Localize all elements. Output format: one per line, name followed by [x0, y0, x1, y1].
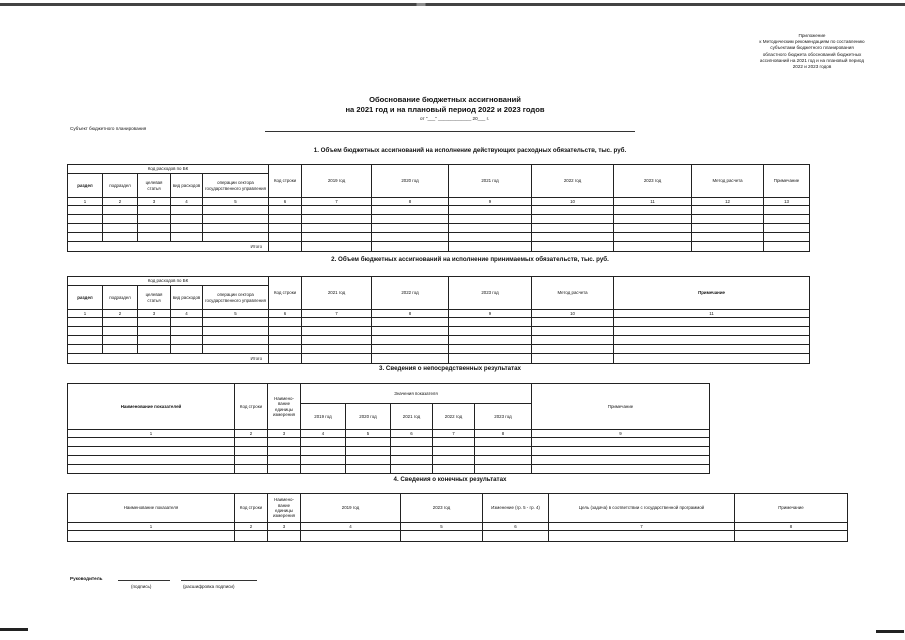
col-header: 2022 год	[532, 165, 614, 198]
col-number: 5	[401, 523, 483, 531]
col-number: 3	[138, 310, 171, 318]
section2-table	[67, 276, 810, 364]
col-number: 1	[68, 198, 103, 206]
col-number: 7	[302, 310, 372, 318]
section4-title: 4. Сведения о конечных результатах	[393, 476, 507, 483]
bk-header: Код расходов по БК	[68, 277, 269, 286]
col-number: 8	[475, 430, 532, 438]
appendix-line: к Методическим рекомендациям по составлению	[759, 39, 865, 45]
col-number: 11	[614, 310, 810, 318]
year-header: 2022 год	[433, 404, 475, 430]
year-header: 2020 год	[346, 404, 391, 430]
col-number: 10	[532, 198, 614, 206]
col-number: 1	[68, 310, 103, 318]
table-row	[68, 531, 848, 542]
col-number: 12	[692, 198, 764, 206]
sub-header: раздел	[68, 286, 103, 310]
year-header: 2019 год	[301, 404, 346, 430]
col-number: 2	[103, 310, 138, 318]
name-col-header: Наименование показателей	[68, 384, 235, 430]
appendix-note	[742, 33, 882, 70]
col-number: 9	[532, 430, 710, 438]
col-number: 9	[449, 198, 532, 206]
col-number: 11	[614, 198, 692, 206]
col-number: 9	[449, 310, 532, 318]
sub-header: операции сектора государственного управления	[203, 174, 269, 198]
table-row	[68, 447, 710, 456]
head-label: Руководитель	[70, 576, 103, 581]
col-number: 4	[301, 430, 346, 438]
col-number: 1	[68, 430, 235, 438]
col-header: 2021 год	[302, 277, 372, 310]
subject-label: Субъект бюджетного планирования	[70, 126, 147, 131]
col-number: 5	[203, 310, 269, 318]
col-number: 8	[372, 310, 449, 318]
col-number: 6	[269, 198, 302, 206]
decoding-line	[181, 580, 257, 581]
table-row	[68, 438, 710, 447]
note-col-header: Примечание	[735, 494, 848, 523]
col-number: 4	[301, 523, 401, 531]
section1-table	[67, 164, 810, 252]
year-header: 2023 год	[401, 494, 483, 523]
table-row	[68, 345, 810, 354]
name-col-header: Наименование показателя	[68, 494, 235, 523]
col-number: 7	[549, 523, 735, 531]
table-row	[68, 206, 810, 215]
unit-col-header: Наимено-вание единицы измерения	[268, 494, 301, 523]
table-row	[68, 336, 810, 345]
total-label: Итого	[68, 354, 269, 364]
sub-header: вид расходов	[171, 174, 203, 198]
code-col-header: Код строки	[235, 384, 268, 430]
table-row	[68, 465, 710, 474]
col-header: 2023 год	[614, 165, 692, 198]
col-header: 2021 год	[449, 165, 532, 198]
date-line: от "___" _____________ 20___ г.	[420, 116, 489, 121]
col-number: 1	[68, 523, 235, 531]
appendix-line: областного бюджета обоснований бюджетных	[762, 51, 862, 57]
col-number: 6	[483, 523, 549, 531]
signature-label: (подпись)	[131, 584, 152, 589]
values-header: Значения показателя	[301, 384, 532, 404]
col-header: 2019 год	[302, 165, 372, 198]
goal-col-header: Цель (задача) в соответствии с государственной программой	[549, 494, 735, 523]
col-header: 2020 год	[372, 165, 449, 198]
col-header: Метод расчета	[532, 277, 614, 310]
section3-table	[67, 383, 710, 474]
document-title	[300, 95, 590, 114]
appendix-line: субъектами бюджетного планирования	[770, 45, 854, 51]
table-row	[68, 327, 810, 336]
col-number: 3	[268, 430, 301, 438]
sub-header: целевая статья	[138, 286, 171, 310]
year-header: 2023 год	[475, 404, 532, 430]
col-number: 6	[391, 430, 433, 438]
scan-edge-bottom-right	[876, 630, 904, 633]
unit-col-header: Наимено-вание единицы измерения	[268, 384, 301, 430]
year-header: 2021 год	[391, 404, 433, 430]
appendix-line: ассигнований на 2021 год и на плановый период	[759, 57, 865, 63]
sub-header: вид расходов	[171, 286, 203, 310]
col-number: 4	[171, 198, 203, 206]
col-header: Метод расчета	[692, 165, 764, 198]
sub-header: целевая статья	[138, 174, 171, 198]
section4-table	[67, 493, 848, 542]
col-number: 8	[735, 523, 848, 531]
scan-edge-bottom-left	[0, 628, 28, 631]
sub-header: подраздел	[103, 286, 138, 310]
col-number: 6	[269, 310, 302, 318]
note-col-header: Примечание	[532, 384, 710, 430]
total-row	[68, 242, 810, 252]
col-number: 2	[235, 430, 268, 438]
section2-title: 2. Объем бюджетных ассигнований на исполнение принимаемых обязательств, тыс. руб.	[331, 256, 609, 263]
col-number: 7	[433, 430, 475, 438]
bk-header: Код расходов по БК	[68, 165, 269, 174]
section1-title: 1. Объем бюджетных ассигнований на исполнение действующих расходных обязательств, тыс. руб.	[313, 147, 627, 154]
col-header: Примечание	[764, 165, 810, 198]
col-number: 8	[372, 198, 449, 206]
year-header: 2019 год	[301, 494, 401, 523]
col-number: 5	[203, 198, 269, 206]
col-header: Код строки	[269, 165, 302, 198]
sub-header: операции сектора государственного управления	[203, 286, 269, 310]
col-header: 2022 год	[372, 277, 449, 310]
sub-header: подраздел	[103, 174, 138, 198]
sub-header: раздел	[68, 174, 103, 198]
section3-title: 3. Сведения о непосредственных результатах	[379, 365, 521, 372]
col-number: 3	[138, 198, 171, 206]
col-number: 13	[764, 198, 810, 206]
table-row	[68, 318, 810, 327]
col-number: 10	[532, 310, 614, 318]
total-label: Итого	[68, 242, 269, 252]
title-line-2: на 2021 год и на плановый период 2022 и 2023 годов	[345, 104, 545, 114]
col-header: 2023 год	[449, 277, 532, 310]
change-col-header: Изменение (гр. 5 - гр. 4)	[483, 494, 549, 523]
appendix-line: 2022 и 2023 годов	[792, 64, 832, 70]
col-header: Примечание	[614, 277, 810, 310]
col-number: 3	[268, 523, 301, 531]
col-number: 7	[302, 198, 372, 206]
title-line-1: Обоснование бюджетных ассигнований	[369, 95, 521, 104]
subject-fill-line	[265, 131, 635, 132]
total-row	[68, 354, 810, 364]
code-col-header: Код строки	[235, 494, 268, 523]
col-number: 4	[171, 310, 203, 318]
decoding-label: (расшифровка подписи)	[183, 584, 235, 589]
col-number: 5	[346, 430, 391, 438]
table-row	[68, 456, 710, 465]
appendix-line: Приложение	[798, 33, 826, 38]
col-number: 2	[103, 198, 138, 206]
col-header: Код строки	[269, 277, 302, 310]
scan-edge-top	[0, 3, 905, 6]
signature-line	[118, 580, 170, 581]
table-row	[68, 224, 810, 233]
col-number: 2	[235, 523, 268, 531]
table-row	[68, 233, 810, 242]
table-row	[68, 215, 810, 224]
